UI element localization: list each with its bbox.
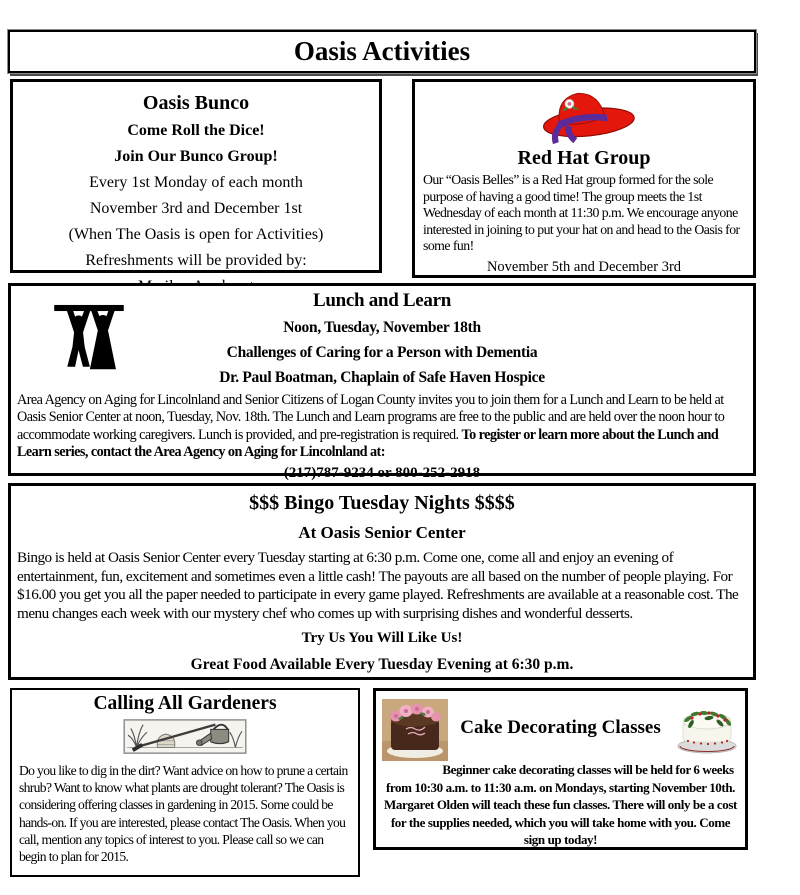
gardeners-title: Calling All Gardeners bbox=[93, 693, 277, 714]
bunco-line: November 3rd and December 1st bbox=[89, 200, 303, 217]
bunco-line: (When The Oasis is open for Activities) bbox=[68, 226, 324, 243]
garden-tools-engraving-icon bbox=[122, 718, 248, 756]
bingo-title: $$$ Bingo Tuesday Nights $$$$ bbox=[249, 492, 515, 514]
cake-section bbox=[373, 688, 748, 850]
lunch-learn-when: Noon, Tuesday, November 18th bbox=[283, 319, 481, 336]
lunch-learn-body-bold: To register or learn more about the Lunch and Learn series, contact the Area Agency on Aging for Lincolnland at: bbox=[17, 426, 719, 461]
bunco-section bbox=[10, 79, 382, 273]
bunco-line: Refreshments will be provided by: bbox=[85, 252, 307, 269]
red-hat-clipart-icon bbox=[525, 84, 643, 146]
bunco-line: Join Our Bunco Group! bbox=[114, 148, 278, 165]
bunco-line: Every 1st Monday of each month bbox=[89, 174, 303, 191]
holly-frosted-cake-photo bbox=[676, 701, 738, 755]
lunch-learn-phone: (217)787-9234 or 800-252-2918 bbox=[283, 464, 481, 481]
bunco-line: Come Roll the Dice! bbox=[127, 122, 265, 139]
cake-title: Cake Decorating Classes bbox=[460, 717, 661, 738]
bingo-tagline-2: Great Food Available Every Tuesday Evening at 6:30 p.m. bbox=[190, 656, 574, 674]
red-hat-title: Red Hat Group bbox=[517, 147, 651, 169]
lunch-learn-body-text: Area Agency on Aging for Lincolnland and Senior Citizens of Logan County invites you to join them for a Lunch and Learn to be held at Oasis Senior Center at noon, Tuesday, Nov. 18th. The Lunch and Learn programs are free to the public and are held over the noon hour to accommodate working caregivers. Lunch is provided, and pre-registration is required. bbox=[17, 392, 725, 443]
bingo-body: Bingo is held at Oasis Senior Center every Tuesday starting at 6:30 p.m. Come one, come all and enjoy an evening of entertainment, fun, excitement and sometimes even a little cash! The payouts are all based on the number of people playing. For $16.00 you get you all the paper needed to participate in every game played. Refreshments are available at a reasonable cost. The menu changes each week with our mystery chef who comes up with surprising dishes and wonderful desserts. bbox=[17, 549, 739, 622]
bingo-tagline-1: Try Us You Will Like Us! bbox=[301, 630, 463, 647]
lunch-learn-title: Lunch and Learn bbox=[312, 290, 452, 311]
red-hat-body: Our “Oasis Belles” is a Red Hat group formed for the sole purpose of having a good time! The group meets the 1st Wednesday of each month at 11:30 p.m. We encourage anyone interested in joining to put your hat on and head to the Oasis for some fun! bbox=[423, 172, 740, 254]
gardeners-body: Do you like to dig in the dirt? Want advice on how to prune a certain shrub? Want to know what plants are drought tolerant? The Oasis is considering offering classes in gardening in 2015. Some could be hands-on. If you are interested, please contact The Oasis. When you call, mention any topics of interest to you. Please call so we can begin to plan for 2015. bbox=[19, 763, 348, 865]
bunco-title: Oasis Bunco bbox=[142, 92, 250, 114]
header-box bbox=[8, 30, 756, 73]
lunch-learn-body bbox=[17, 392, 747, 462]
gardeners-section bbox=[10, 688, 360, 877]
people-holding-banner-icon bbox=[49, 298, 129, 378]
cake-body: Beginner cake decorating classes will be held for 6 weeks from 10:30 a.m. to 11:30 a.m. on Mondays, starting November 10th. Margaret Olden will teach these fun classes. There will only be a cost for the supplies needed, which you will take home with you. Come sign up today! bbox=[384, 762, 737, 848]
lunch-and-learn-section bbox=[8, 283, 756, 481]
lunch-learn-speaker: Dr. Paul Boatman, Chaplain of Safe Haven Hospice bbox=[219, 369, 545, 386]
bingo-subtitle: At Oasis Senior Center bbox=[298, 523, 466, 542]
page-title: Oasis Activities bbox=[293, 36, 471, 66]
chocolate-rose-cake-photo bbox=[382, 699, 448, 761]
bingo-section bbox=[8, 483, 756, 680]
lunch-learn-topic: Challenges of Caring for a Person with Dementia bbox=[226, 344, 538, 361]
red-hat-section bbox=[412, 79, 756, 278]
red-hat-dates: November 5th and December 3rd bbox=[486, 258, 682, 275]
